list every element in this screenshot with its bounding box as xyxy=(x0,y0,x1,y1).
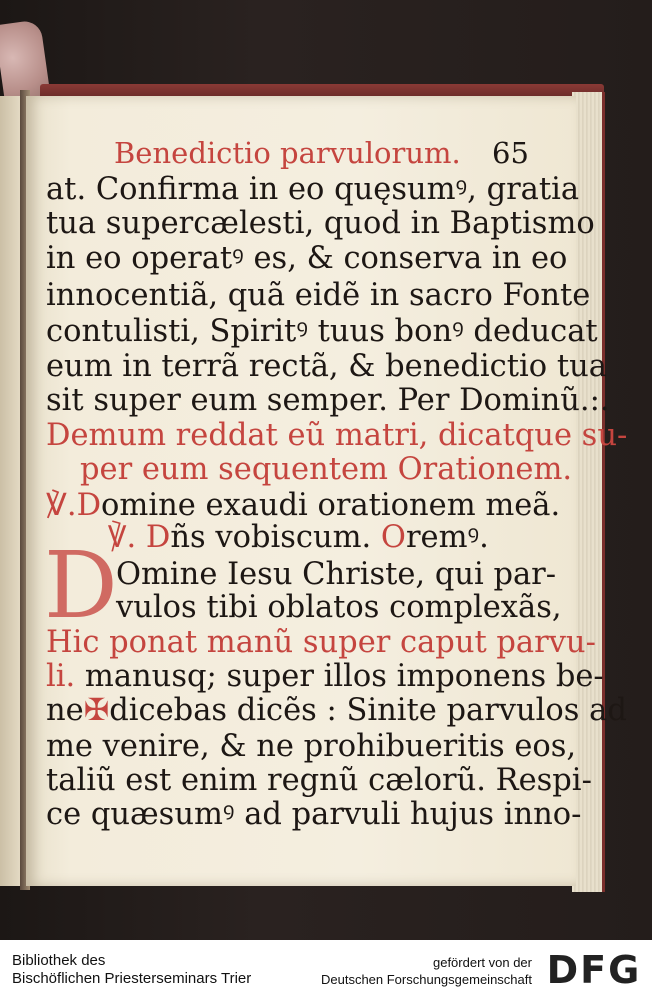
prayer-line: Omine Iesu Christe, qui par- xyxy=(116,557,557,592)
footer-bar xyxy=(0,940,652,1000)
rubric-line: Demum reddat eũ matri, dicatque su- xyxy=(46,418,628,453)
prayer-text: manusq; super illos imponens be- xyxy=(84,659,604,694)
prayer-line: ce quæsumꝰ ad parvuli hujus inno- xyxy=(46,797,582,832)
previous-page-edge xyxy=(0,96,22,886)
prayer-line xyxy=(46,694,627,728)
text-line: innocentiã, quã eidẽ in sacro Fonte xyxy=(46,278,591,313)
versicle-line xyxy=(46,489,560,523)
prayer-line xyxy=(46,660,604,694)
funding-credit xyxy=(321,954,532,988)
prayer-line: vulos tibi oblatos complexãs, xyxy=(116,590,562,625)
library-line-1: Bibliothek des xyxy=(12,952,106,969)
page-number: 65 xyxy=(492,136,529,170)
rubric-line: per eum sequentem Orationem. xyxy=(80,452,573,487)
prayer-text-before-cross: ne xyxy=(46,693,84,728)
prayer-line: me venire, & ne prohibueritis eos, xyxy=(46,729,577,764)
cross-icon: ✠ xyxy=(83,693,110,728)
text-line: tua supercælesti, quod in Baptismo xyxy=(46,206,595,241)
text-line: at. Confirma in eo quęsumꝰ, gratia xyxy=(46,172,580,207)
text-line: contulisti, Spiritꝰ tuus bonꝰ deducat xyxy=(46,314,598,349)
versicle-line-2 xyxy=(108,521,489,555)
versicle-initial: D xyxy=(76,488,102,523)
book-top-edge xyxy=(40,84,604,96)
dfg-logo: DFG xyxy=(546,948,642,992)
versicle-2-d: D xyxy=(145,520,171,555)
versicle-2-o: O xyxy=(380,520,406,555)
library-credit xyxy=(12,952,251,988)
library-line-2: Bischöflichen Priesterseminars Trier xyxy=(12,970,252,987)
rubric-fragment: li. xyxy=(46,659,76,694)
text-line: eum in terrã rectã, & benedictio tua xyxy=(46,349,607,384)
running-head: Benedictio parvulorum. xyxy=(114,136,461,170)
drop-cap-initial: D xyxy=(44,532,118,639)
funding-line-1: gefördert von der xyxy=(432,955,532,970)
prayer-text-after-cross: dicebas dicẽs : Sinite parvulos ad xyxy=(109,693,627,728)
prayer-line: taliũ est enim regnũ cælorũ. Respi- xyxy=(46,763,592,798)
versicle-2-d-rest: ñs vobiscum. xyxy=(170,520,372,555)
funding-line-2: Deutschen Forschungsgemeinschaft xyxy=(320,972,532,987)
rubric-line: Hic ponat manũ super caput parvu- xyxy=(46,625,596,660)
versicle-text: omine exaudi orationem meã. xyxy=(101,488,561,523)
text-line: in eo operatꝰ es, & conserva in eo xyxy=(46,241,568,276)
text-line: sit super eum semper. Per Dominũ.:. xyxy=(46,383,610,418)
versicle-mark-2: ℣. xyxy=(108,520,137,555)
versicle-mark: ℣. xyxy=(46,488,77,523)
versicle-2-o-rest: remꝰ. xyxy=(405,520,489,555)
